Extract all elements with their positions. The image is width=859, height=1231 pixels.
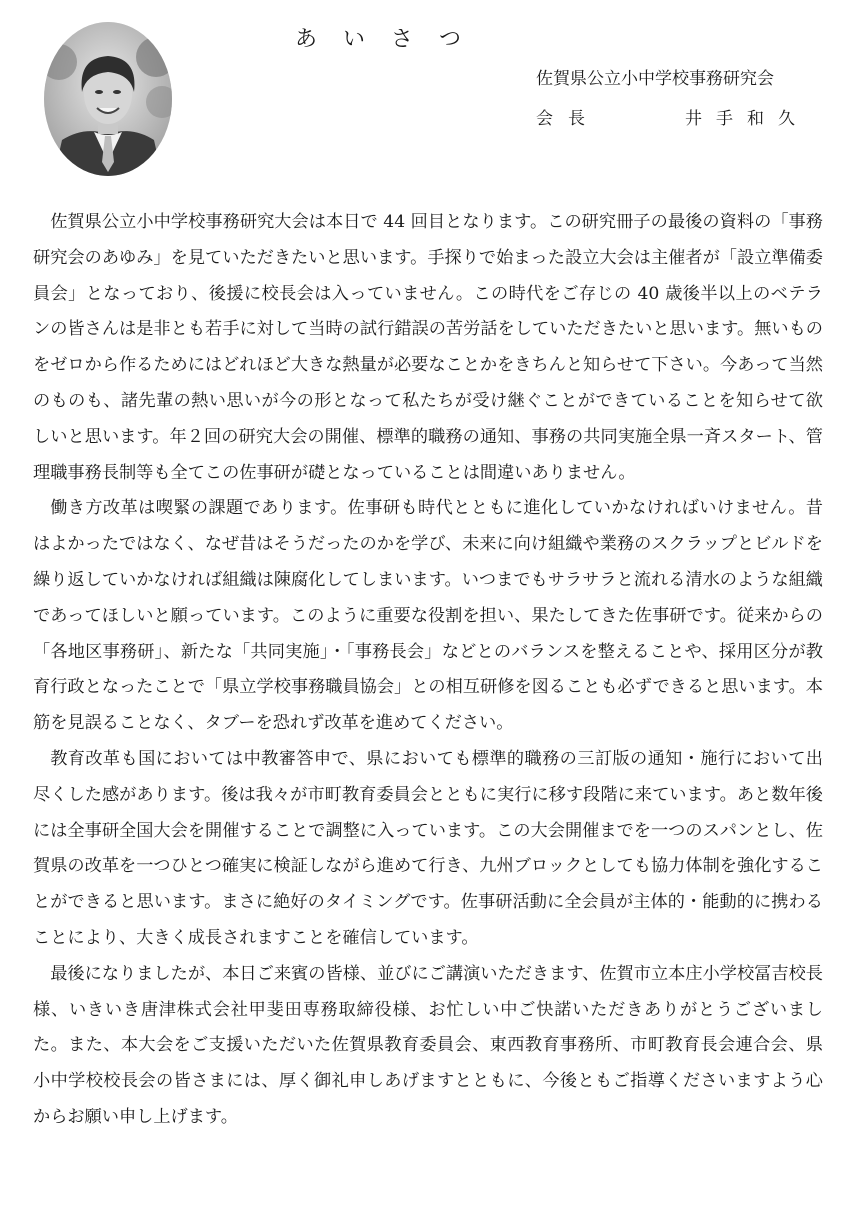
- paragraph: 働き方改革は喫緊の課題であります。佐事研も時代とともに進化していかなければいけません。昔はよかったではなく、なぜ昔はそうだったのかを学び、未来に向け組織や業務のスクラップとビルドを繰り返していかなければ組織は陳腐化してしまいます。いつまでもサラサラと流れる清水のような組織であってほしいと願っています。このように重要な役割を担い、果たしてきた佐事研です。従来からの「各地区事務研」、新たな「共同実施」・「事務長会」などとのバランスを整えることや、採用区分が教育行政となったことで「県立学校事務職員協会」との相互研修を図ることも必ずできると思います。本筋を見誤ることなく、タブーを恐れず改革を進めてください。: [33, 498, 823, 734]
- author-name: 井手和久: [685, 109, 809, 129]
- greeting-body: [33, 205, 823, 1136]
- paragraph: 佐賀県公立小中学校事務研究大会は本日で 44 回目となります。この研究冊子の最後の資料の「事務研究会のあゆみ」を見ていただきたいと思います。手探りで始まった設立大会は主催者が「設立準備委員会」となっており、後援に校長会は入っていません。この時代をご存じの 40 歳後半以上のベテランの皆さんは是非とも若手に対して当時の試行錯誤の苦労話をしていただきたいと思います。無いものをゼロから作るためにはどれほど大きな熱量が必要なことかをきちんと知らせて下さい。今あって当然のものも、諸先輩の熱い思いが今の形となって私たちが受け継ぐことができていることを知らせて欲しいと思います。年２回の研究大会の開催、標準的職務の通知、事務の共同実施全県一斉スタート、管理職事務長制等も全てこの佐事研が礎となっていることは間違いありません。: [33, 212, 823, 483]
- president-portrait: [44, 22, 172, 176]
- organization-name: 佐賀県公立小中学校事務研究会: [536, 69, 774, 89]
- paragraph: 教育改革も国においては中教審答申で、県においても標準的職務の三訂版の通知・施行において出尽くした感があります。後は我々が市町教育委員会とともに実行に移す段階に来ています。あと数年後には全事研全国大会を開催することで調整に入っています。この大会開催までを一つのスパンとし、佐賀県の改革を一つひとつ確実に検証しながら進めて行き、九州ブロックとしても協力体制を強化することができると思います。まさに絶好のタイミングです。佐事研活動に全会員が主体的・能動的に携わることにより、大きく成長されますことを確信しています。: [33, 748, 823, 948]
- paragraph: 最後になりましたが、本日ご来賓の皆様、並びにご講演いただきます、佐賀市立本庄小学校冨吉校長様、いきいき唐津株式会社甲斐田専務取締役様、お忙しい中ご快諾いただきありがとうございました。また、本大会をご支援いただいた佐賀県教育委員会、東西教育事務所、市町教育長会連合会、県小中学校校長会の皆さまには、厚く御礼申しあげますとともに、今後ともご指導くださいますよう心からお願い申し上げます。: [33, 963, 823, 1127]
- role-label: 会長: [536, 109, 600, 129]
- portrait-image: [44, 22, 172, 176]
- page-title: あいさつ: [295, 27, 488, 52]
